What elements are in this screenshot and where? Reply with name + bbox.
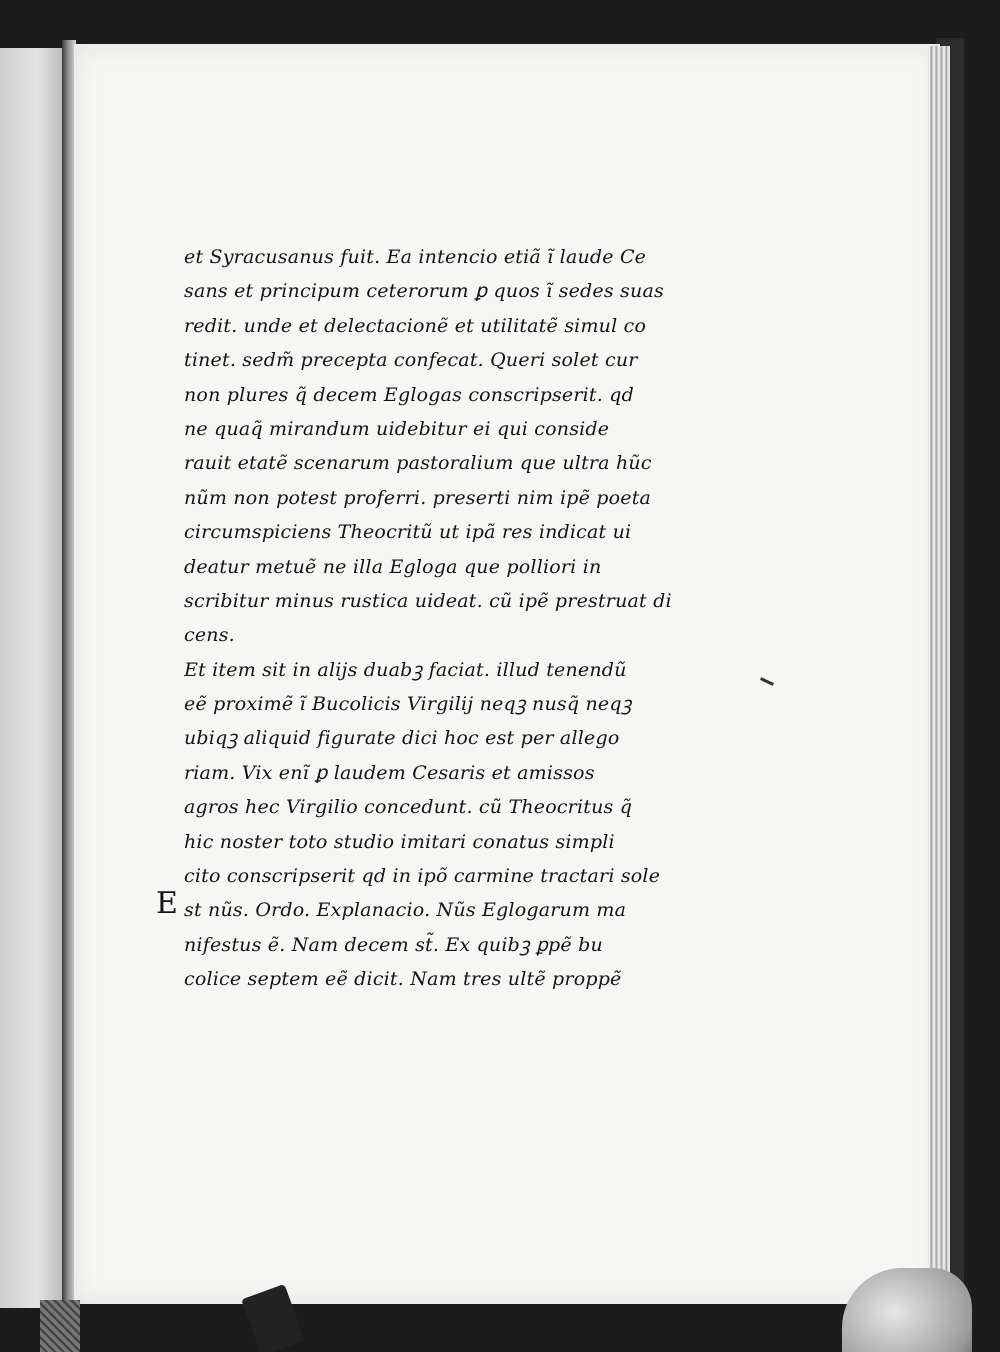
manuscript-text-block	[184, 240, 724, 997]
book-headband	[40, 1300, 80, 1352]
text-line: hic noster toto studio imitari conatus simpli	[184, 830, 615, 853]
text-line: circumspiciens Theocritũ ut ipã res indicat ui	[184, 521, 632, 544]
text-line: st nũs. Ordo. Explanacio. Nũs Eglogarum ma	[184, 899, 627, 922]
text-line: redit. unde et delectacionẽ et utilitatẽ simul co	[184, 314, 647, 337]
text-line: nifestus ẽ. Nam decem st̃. Ex quibꝫ ꝑpẽ bu	[184, 933, 603, 956]
text-line: sans et principum ceterorum ꝑ quos ĩ sedes suas	[184, 280, 664, 303]
left-page-edge	[0, 48, 64, 1308]
text-line: Et item sit in alijs duabꝫ faciat. illud tenendũ	[184, 658, 627, 681]
text-line: colice septem eẽ dicit. Nam tres ultẽ proppẽ	[184, 968, 622, 991]
text-line: nũm non potest proferri. preserti nim ipẽ poeta	[184, 486, 652, 509]
text-line: rauit etatẽ scenarum pastoralium que ultra hũc	[184, 452, 652, 475]
text-line: scribitur minus rustica uideat. cũ ipẽ prestruat di	[184, 589, 672, 612]
text-line: ubiqꝫ aliquid figurate dici hoc est per allego	[184, 727, 620, 750]
text-line: cens.	[184, 624, 235, 647]
page-fore-edge	[928, 46, 953, 1296]
text-line: non plures q̃ decem Eglogas conscripserit. qd	[184, 383, 634, 406]
text-line: eẽ proximẽ ĩ Bucolicis Virgilij neqꝫ nusq̃ neqꝫ	[184, 693, 632, 716]
text-line: ne quaq̃ mirandum uidebitur ei qui conside	[184, 417, 610, 440]
decorated-initial: E	[156, 886, 178, 921]
text-line: agros hec Virgilio concedunt. cũ Theocritus q̃	[184, 796, 633, 819]
text-line: tinet. sedm̃ precepta confecat. Queri solet cur	[184, 349, 638, 372]
text-line: deatur metuẽ ne illa Egloga que polliori in	[184, 555, 602, 578]
text-line: riam. Vix enĩ ꝑ laudem Cesaris et amissos	[184, 761, 595, 784]
text-line: et Syracusanus fuit. Ea intencio etiã ĩ laude Ce	[184, 246, 647, 268]
text-line: cito conscripserit qd in ipõ carmine tractari sole	[184, 865, 661, 888]
